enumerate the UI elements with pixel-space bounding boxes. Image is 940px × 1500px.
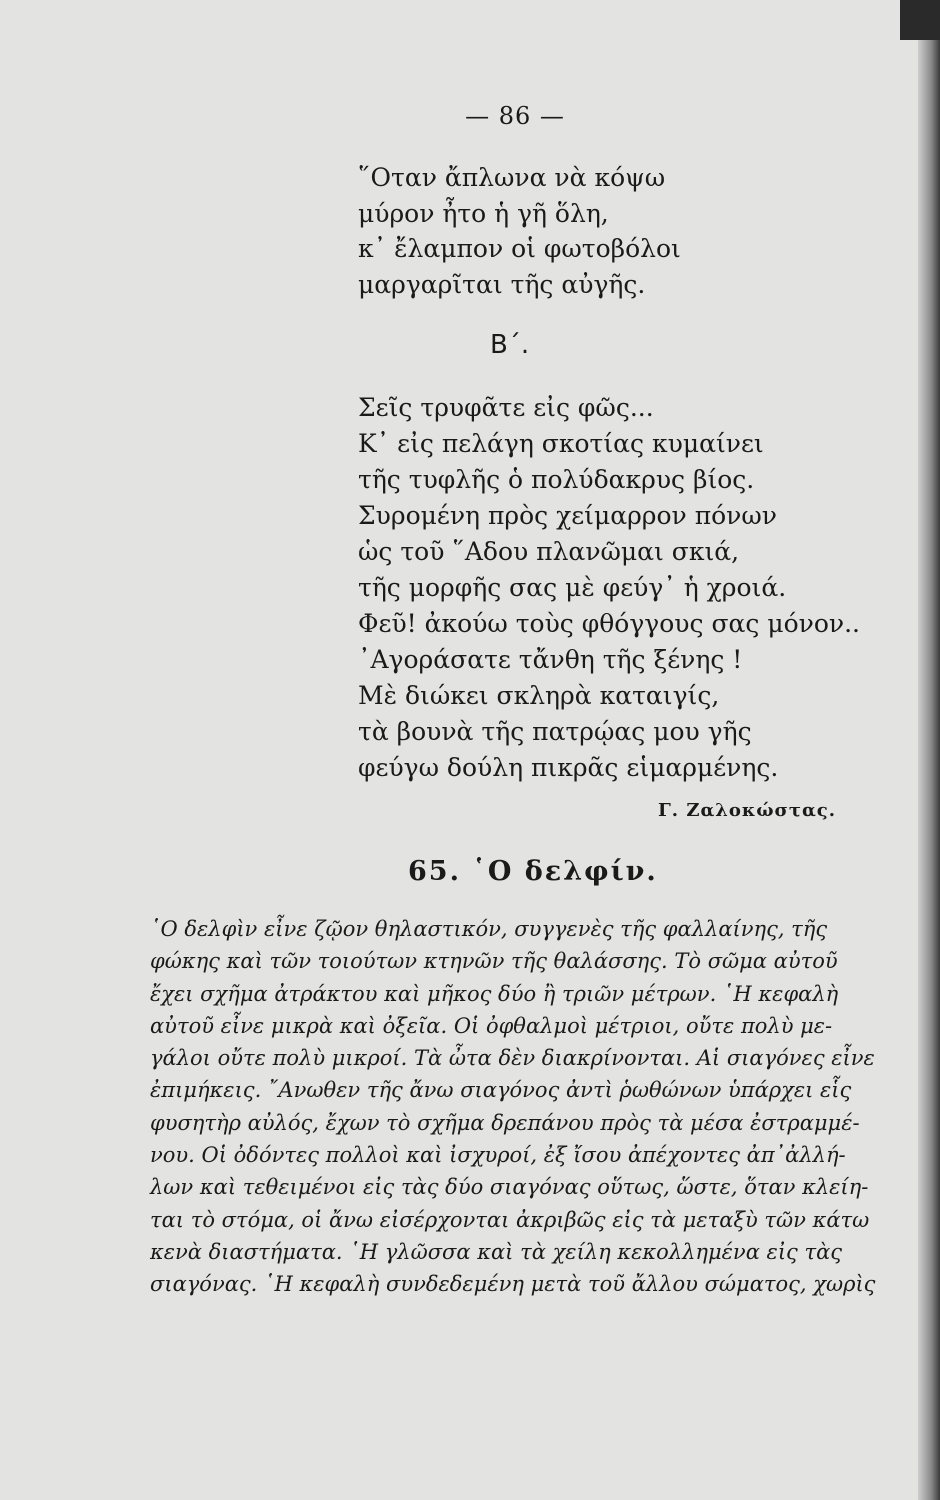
prose-line: ῾Ο δελφὶν εἶνε ζῷον θηλαστικόν, συγγενὲς τῆς φαλλαίνης, τῆς [150, 917, 828, 941]
page-edge-shadow [918, 0, 940, 1500]
prose-line: ται τὸ στόμα, οἱ ἄνω εἰσέρχονται ἀκριβῶς εἰς τὰ μεταξὺ τῶν κάτω [150, 1207, 870, 1232]
poem-part-a [358, 160, 838, 302]
prose-line: νου. Οἱ ὀδόντες πολλοὶ καὶ ἰσχυροί, ἐξ ἴσου ἀπέχοντες ἀπ᾽ἀλλή- [150, 1143, 846, 1168]
prose-line: ἐπιμήκεις. ῎Ανωθεν τῆς ἄνω σιαγόνος ἀντὶ ῥωθώνων ὑπάρχει εἷς [150, 1078, 852, 1103]
poem-line: τῆς μορφῆς σας μὲ φεύγ᾽ ἡ χροιά. [358, 573, 787, 602]
page-number: — 86 — [465, 102, 565, 130]
poem-line: Σεῖς τρυφᾶτε εἰς φῶς... [358, 393, 654, 422]
poem-line: τῆς τυφλῆς ὁ πολύδακρυς βίος. [358, 465, 755, 494]
poem-line: ᾽Αγοράσατε τἄνθη τῆς ξένης ! [358, 645, 743, 674]
prose-line: κενὰ διαστήματα. ῾Η γλῶσσα καὶ τὰ χείλη κεκολλημένα εἰς τὰς [150, 1239, 843, 1264]
poem-line: Κ᾽ εἰς πελάγη σκοτίας κυμαίνει [358, 429, 764, 458]
poem-line: Μὲ διώκει σκληρὰ καταιγίς, [358, 681, 720, 710]
poem-line: ῞Οταν ἄπλωνα νὰ κόψω [358, 163, 666, 192]
prose-line: γάλοι οὔτε πολὺ μικροί. Τὰ ὦτα δὲν διακρίνονται. Αἱ σιαγόνες εἶνε [150, 1046, 875, 1071]
prose-line: ἔχει σχῆμα ἀτράκτου καὶ μῆκος δύο ἢ τριῶν μέτρων. ῾Η κεφαλὴ [150, 981, 839, 1006]
prose-line: φώκης καὶ τῶν τοιούτων κτηνῶν τῆς θαλάσσης. Τὸ σῶμα αὐτοῦ [150, 949, 838, 974]
prose-line: σιαγόνας. ῾Η κεφαλὴ συνδεδεμένη μετὰ τοῦ ἄλλου σώματος, χωρὶς [150, 1272, 876, 1297]
poem-part-b [358, 390, 858, 786]
section-mark: Β΄. [490, 330, 530, 360]
prose-line: αὐτοῦ εἶνε μικρὰ καὶ ὀξεῖα. Οἱ ὀφθαλμοὶ μέτριοι, οὔτε πολὺ με- [150, 1013, 833, 1038]
section-heading: 65. ῾Ο δελφίν. [408, 856, 658, 887]
poem-line: ὡς τοῦ ῞Αδου πλανῶμαι σκιά, [358, 537, 740, 566]
prose-line: λων καὶ τεθειμένοι εἰς τὰς δύο σιαγόνας οὕτως, ὥστε, ὅταν κλείη- [150, 1175, 869, 1200]
poem-line: τὰ βουνὰ τῆς πατρῴας μου γῆς [358, 717, 752, 746]
poem-line: Φεῦ! ἀκούω τοὺς φθόγγους σας μόνον.. [358, 609, 860, 638]
poem-line: φεύγω δούλη πικρᾶς εἱμαρμένης. [358, 753, 779, 782]
poem-line: μύρον ἦτο ἡ γῆ ὅλη, [358, 198, 609, 228]
poem-line: κ᾽ ἔλαμπον οἱ φωτοβόλοι [358, 234, 681, 264]
prose-line: φυσητὴρ αὐλός, ἔχων τὸ σχῆμα δρεπάνου πρὸς τὰ μέσα ἐστραμμέ- [150, 1110, 860, 1135]
poem-line: Συρομένη πρὸς χείμαρρον πόνων [358, 501, 777, 530]
poem-line: μαργαρῖται τῆς αὐγῆς. [358, 269, 646, 299]
author-signature: Γ. Ζαλοκώστας. [658, 800, 837, 821]
prose-paragraph [150, 913, 910, 1301]
page-corner-shadow [900, 0, 940, 40]
